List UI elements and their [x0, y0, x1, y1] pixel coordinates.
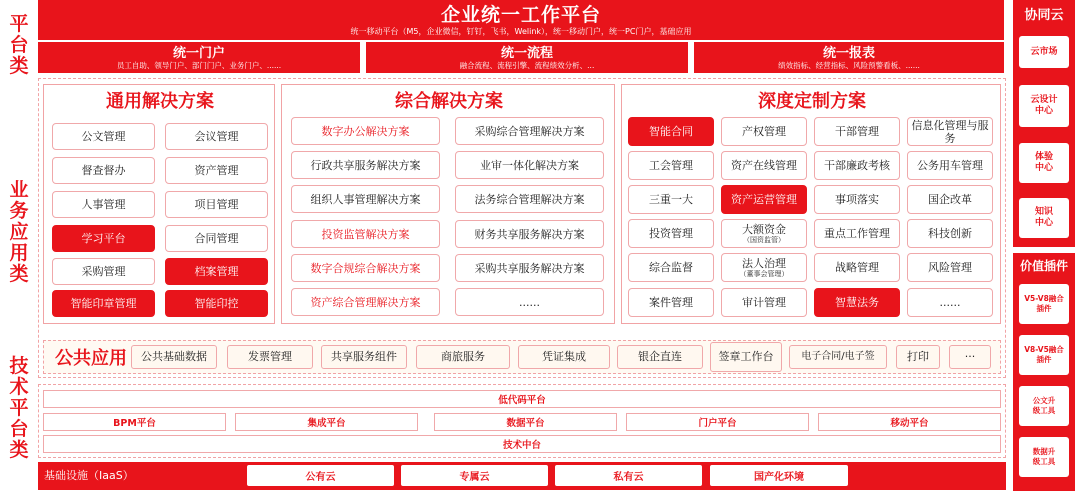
deep-solution-cell[interactable]: 审计管理	[721, 288, 807, 317]
deep-solution-cell[interactable]: 重点工作管理	[814, 219, 900, 248]
deep-customization-title: 深度定制方案	[758, 91, 866, 112]
public-app-item[interactable]: 公共基础数据	[131, 345, 217, 369]
cloud-item[interactable]: 知识中心	[1019, 198, 1069, 238]
general-solutions-title: 通用解决方案	[106, 91, 214, 112]
unified-portal-block	[38, 42, 360, 73]
deep-solution-cell[interactable]: 智能合同	[628, 117, 714, 146]
unified-platform-banner	[38, 0, 1004, 40]
solution-cell[interactable]: 学习平台	[52, 225, 155, 252]
public-app-item[interactable]: 凭证集成	[518, 345, 610, 369]
public-apps-title: 公共应用	[55, 348, 127, 369]
cloud-item[interactable]: 体验中心	[1019, 143, 1069, 183]
solution-cell[interactable]: 公文管理	[52, 123, 155, 150]
solution-cell[interactable]: 合同管理	[165, 225, 268, 252]
deep-solution-cell[interactable]: 干部管理	[814, 117, 900, 146]
plugin-item[interactable]: V8-V5融合插件	[1019, 335, 1069, 375]
public-app-item[interactable]: 发票管理	[227, 345, 313, 369]
unified-portal-title: 统一门户	[172, 46, 225, 61]
public-app-item[interactable]: 银企直连	[617, 345, 703, 369]
platform-title: 企业统一工作平台	[440, 3, 601, 26]
cloud-item[interactable]: 云设计中心	[1019, 85, 1069, 127]
solution-cell[interactable]: 采购管理	[52, 258, 155, 285]
deep-solution-label: 法人治理	[742, 257, 786, 270]
platform-category-label: 平台类	[9, 13, 29, 77]
solution-cell[interactable]: 采购综合管理解决方案	[455, 117, 604, 145]
unified-process-block	[366, 42, 688, 73]
business-category-label: 业务应用类	[9, 179, 29, 285]
tech-platform-item[interactable]: 门户平台	[626, 413, 809, 431]
solution-cell[interactable]: 组织人事管理解决方案	[291, 185, 440, 213]
solution-cell[interactable]: ......	[455, 288, 604, 316]
tech-middle-platform[interactable]: 技术中台	[43, 435, 1001, 453]
public-app-item[interactable]: 签章工作台	[710, 342, 782, 372]
solution-cell[interactable]: 项目管理	[165, 191, 268, 218]
deep-solution-cell[interactable]: 三重一大	[628, 185, 714, 214]
deep-solution-cell[interactable]: 资产运营管理	[721, 185, 807, 214]
deep-solution-cell[interactable]	[721, 219, 807, 248]
solution-cell[interactable]: 资产综合管理解决方案	[291, 288, 440, 316]
deep-solution-sublabel: （国资监管）	[743, 236, 785, 244]
solution-cell[interactable]: 法务综合管理解决方案	[455, 185, 604, 213]
plugin-item[interactable]: 公文升级工具	[1019, 386, 1069, 426]
platform-subtitle: 统一移动平台（M5，企业微信，钉钉，飞书，Welink），统一移动门户，统一PC门户，基础应用	[350, 27, 692, 36]
deep-solution-cell[interactable]: 科技创新	[907, 219, 993, 248]
solution-cell[interactable]: 智能印控	[165, 290, 268, 317]
solution-cell[interactable]: 数字办公解决方案	[291, 117, 440, 145]
solution-cell[interactable]: 资产管理	[165, 157, 268, 184]
public-app-item[interactable]: 商旅服务	[416, 345, 510, 369]
value-plugin-title: 价值插件	[1019, 258, 1068, 273]
deep-solution-cell[interactable]: ......	[907, 288, 993, 317]
tech-platform-item[interactable]: 数据平台	[434, 413, 617, 431]
solution-cell[interactable]: 档案管理	[165, 258, 268, 285]
solution-cell[interactable]: 数字合规综合解决方案	[291, 254, 440, 282]
deep-solution-cell[interactable]: 国企改革	[907, 185, 993, 214]
solution-cell[interactable]: 采购共享服务解决方案	[455, 254, 604, 282]
infra-item[interactable]: 公有云	[247, 465, 394, 486]
cloud-item[interactable]: 云市场	[1019, 36, 1069, 68]
lowcode-platform[interactable]: 低代码平台	[43, 390, 1001, 408]
tech-platform-item[interactable]: BPM平台	[43, 413, 226, 431]
infrastructure-label: 基础设施（IaaS）	[44, 469, 134, 482]
deep-solution-cell[interactable]: 信息化管理与服务	[907, 117, 993, 146]
deep-solution-cell[interactable]	[721, 253, 807, 282]
deep-solution-cell[interactable]: 案件管理	[628, 288, 714, 317]
unified-process-title: 统一流程	[500, 46, 553, 61]
deep-solution-cell[interactable]: 战略管理	[814, 253, 900, 282]
deep-solution-cell[interactable]: 综合监督	[628, 253, 714, 282]
tech-platform-item[interactable]: 集成平台	[235, 413, 418, 431]
plugin-item[interactable]: 数据升级工具	[1019, 437, 1069, 477]
deep-solution-sublabel: （董事会管理）	[739, 270, 789, 278]
deep-solution-cell[interactable]: 干部廉政考核	[814, 151, 900, 180]
plugin-item[interactable]: V5-V8融合插件	[1019, 284, 1069, 324]
public-app-item[interactable]: 电子合同/电子签	[789, 345, 887, 369]
solution-cell[interactable]: 智能印章管理	[52, 290, 155, 317]
comprehensive-solutions-title: 综合解决方案	[395, 91, 503, 112]
deep-solution-label: 大额资金	[742, 223, 786, 236]
solution-cell[interactable]: 人事管理	[52, 191, 155, 218]
deep-solution-cell[interactable]: 产权管理	[721, 117, 807, 146]
unified-report-desc: 绩效指标、经营指标、风险预警看板、......	[778, 60, 920, 70]
infra-item[interactable]: 国产化环境	[710, 465, 848, 486]
deep-solution-cell[interactable]: 工会管理	[628, 151, 714, 180]
deep-solution-cell[interactable]: 智慧法务	[814, 288, 900, 317]
tech-category-label: 技术平台类	[9, 355, 29, 461]
unified-process-desc: 融合流程、流程引擎、流程绩效分析、...	[459, 60, 595, 70]
deep-solution-cell[interactable]: 风险管理	[907, 253, 993, 282]
unified-portal-desc: 员工自助、领导门户、部门门户、业务门户、......	[116, 60, 282, 70]
solution-cell[interactable]: 投资监管解决方案	[291, 220, 440, 248]
infra-item[interactable]: 专属云	[401, 465, 548, 486]
deep-solution-cell[interactable]: 事项落实	[814, 185, 900, 214]
solution-cell[interactable]: 行政共享服务解决方案	[291, 151, 440, 179]
public-app-item[interactable]: 打印	[896, 345, 940, 369]
deep-solution-cell[interactable]: 投资管理	[628, 219, 714, 248]
infra-item[interactable]: 私有云	[555, 465, 702, 486]
solution-cell[interactable]: 会议管理	[165, 123, 268, 150]
unified-report-title: 统一报表	[822, 46, 875, 61]
deep-solution-cell[interactable]: 公务用车管理	[907, 151, 993, 180]
public-app-item[interactable]: ···	[949, 345, 991, 369]
solution-cell[interactable]: 财务共享服务解决方案	[455, 220, 604, 248]
solution-cell[interactable]: 业审一体化解决方案	[455, 151, 604, 179]
unified-report-block	[694, 42, 1004, 73]
solution-cell[interactable]: 督查督办	[52, 157, 155, 184]
deep-solution-cell[interactable]: 资产在线管理	[721, 151, 807, 180]
collab-cloud-title: 协同云	[1024, 7, 1064, 23]
tech-platform-item[interactable]: 移动平台	[818, 413, 1001, 431]
public-app-item[interactable]: 共享服务组件	[321, 345, 407, 369]
